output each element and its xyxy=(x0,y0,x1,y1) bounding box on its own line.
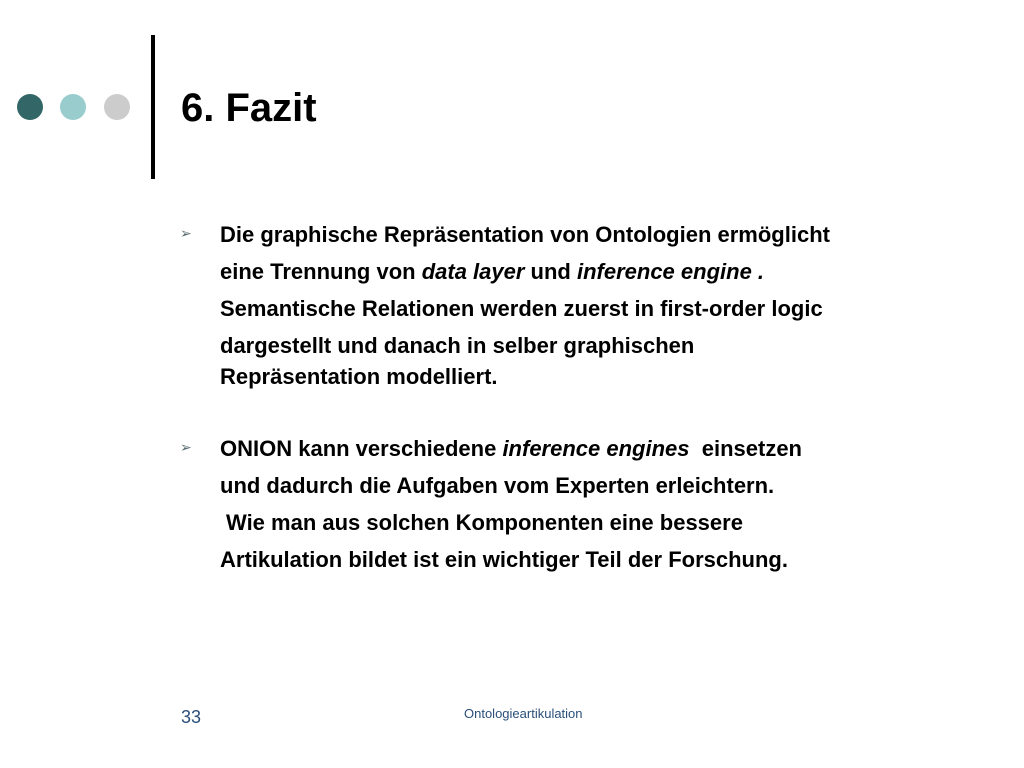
bullet-line: Die graphische Repräsentation von Ontologien ermöglicht xyxy=(220,222,830,247)
bullet-line xyxy=(220,255,764,289)
bullet-line: dargestellt und danach in selber graphischen xyxy=(220,333,695,358)
bullet-line xyxy=(220,432,802,466)
arrow-bullet-icon: ➢ xyxy=(180,225,192,241)
bullet-line: Wie man aus solchen Komponenten eine bessere xyxy=(226,510,743,535)
slide-title: 6. Fazit xyxy=(181,86,317,130)
bullet-text: ONION kann verschiedene xyxy=(220,436,503,461)
title-divider-line xyxy=(151,35,155,179)
bullet-text: einsetzen xyxy=(689,436,802,461)
decorative-dot-light xyxy=(60,94,86,120)
bullet-line: und dadurch die Aufgaben vom Experten erleichtern. xyxy=(220,473,775,498)
bullet-line: Semantische Relationen werden zuerst in first-order logic xyxy=(220,296,823,321)
bullet-line: Artikulation bildet ist ein wichtiger Teil der Forschung. xyxy=(220,547,788,572)
page-number: 33 xyxy=(181,707,202,727)
bullet-text: und xyxy=(524,259,577,284)
decorative-dot-dark xyxy=(17,94,43,120)
arrow-bullet-icon: ➢ xyxy=(180,439,192,455)
footer-title: Ontologieartikulation xyxy=(464,706,583,721)
bullet-emphasis: inference engines xyxy=(502,436,690,461)
bullet-emphasis: inference engine . xyxy=(576,259,765,284)
decorative-dot-grey xyxy=(104,94,130,120)
bullet-emphasis: data layer xyxy=(421,259,525,284)
bullet-line: Repräsentation modelliert. xyxy=(220,364,498,389)
bullet-text: eine Trennung von xyxy=(220,259,422,284)
